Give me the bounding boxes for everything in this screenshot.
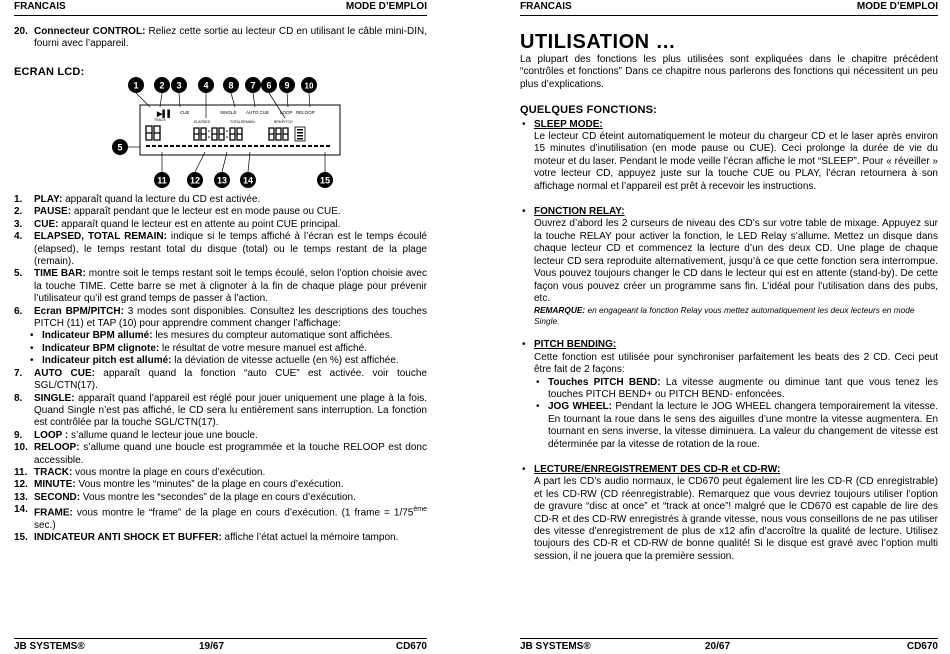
lcd-label-cue: CUE [180,110,190,115]
bullet-icon: • [30,342,34,354]
item-number: 13. [14,491,28,503]
callout-3 [171,77,187,93]
item-12 [14,479,427,491]
item-text: 3 modes sont disponibles. Consultez les descriptions des touches PITCH (11) et TAP (10) pour apprendre comment changer l’affichage: [34,305,427,330]
svg-text:3: 3 [176,80,182,91]
intro-paragraph: La plupart des fonctions les plus utilisées sont expliquées dans le chapitre précédent “contrôles et fonctions” Dans ce chapitre nous parlerons des fonctions qui nécessitent un peu plus d’explications. [520,54,938,90]
item-13 [14,492,427,504]
bullet-icon: • [522,339,526,351]
relay-text: Ouvrez d’abord les 2 curseurs de niveau des CD’s sur votre table de mixage. Appuyez sur la touche RELAY pour activer la fonction, le LED Relay s’allume. Mettez un disque dans chaque lecteur CD et commencez la lecture d’un des deux CD. Une plage de chaque lecteur CD sera reproduite alternativement, jusqu’à ce que cette fonction sera interrompue. Vous pouvez toujours changer le CD dans le lecteur qui est en attente (stand-by). De cette façon vous pouvez créer un programme sans fin. L’idéal pour l’utilisation dans des pubs, etc. [534,218,938,304]
items-list [14,194,427,545]
lcd-label-total: TOTAL [230,120,241,124]
item-text: apparaît pendant que le lecteur est en mode pause ou CUE. [71,206,341,218]
cdr-heading [520,464,938,476]
sleep-mode-heading [520,119,938,131]
callout-13 [214,172,230,188]
heading-label: SLEEP MODE: [534,118,603,130]
item-text: apparaît quand la fonction “auto CUE” est activée. voir touche SGL/CTN(17). [34,367,427,392]
item-number: 20. [14,26,28,37]
item-label: CUE: [34,218,59,230]
item-label: TRACK: [34,466,73,478]
subitem-text: La vitesse augmente ou diminue tant que vous tenez les touches PITCH BEND+ ou PITCH BEND- enfoncées. [548,376,938,400]
right-page [520,0,938,654]
svg-text:1: 1 [133,80,139,91]
right-footer [520,638,938,652]
play-pause-icon: ▶▌▌ [157,111,173,118]
left-header [14,1,427,16]
lcd-label-single: SINGLE [220,110,237,115]
item-text: apparaît quand la lecture du CD est activée. [62,194,261,205]
bullet-icon: • [30,355,34,367]
svg-text:8: 8 [228,80,234,91]
item-number: 10. [14,442,28,454]
item-label: PLAY: [34,194,63,205]
item-number: 1. [14,194,23,205]
item-label: INDICATEUR ANTI SHOCK ET BUFFER: [34,532,222,544]
remark-text: en engageant la fonction Relay vous mettez automatiquement les deux lecteurs en mode Single. [534,305,915,326]
lcd-label-pitch: PITCH [282,120,293,124]
header-language: FRANCAIS [520,1,572,12]
svg-text:15: 15 [319,175,331,186]
callout-12 [187,172,203,188]
item-text: Vous montre les “secondes” de la plage en cours d’exécution. [80,491,356,503]
item-15 [14,532,427,544]
subitem-label: Touches PITCH BEND: [548,376,661,388]
item-14 [14,504,427,532]
callout-7 [245,77,261,93]
item-label: RELOOP: [34,442,80,454]
item-9 [14,430,427,442]
svg-text:7: 7 [250,80,256,91]
item-label: Connecteur CONTROL: [34,26,146,37]
pitch-sub-buttons [520,377,938,402]
svg-text:12: 12 [189,175,201,186]
lcd-section-title: ECRAN LCD: [14,65,85,78]
item-text: s’allume quand une boucle est programmée et la touche RELOOP est donc accessible. [34,442,427,466]
right-header [520,1,938,16]
callout-10 [301,77,317,93]
subitem-label: Indicateur pitch est allumé: [42,355,172,367]
item-number: 8. [14,392,23,404]
footer-brand: JB SYSTEMS® [14,641,85,652]
footer-page: 19/67 [199,641,225,652]
heading-label: LECTURE/ENREGISTREMENT DES CD-R et CD-RW: [534,463,781,475]
pitch-heading [520,339,938,351]
item-7 [14,368,427,393]
svg-text:5: 5 [117,142,123,153]
item-1 [14,194,427,206]
callout-15 [317,172,333,188]
footer-model: CD670 [395,641,427,652]
svg-text:2: 2 [159,80,165,91]
lcd-label-autocue: AUTO CUE [246,110,270,115]
item-text-after: sec.) [34,519,56,531]
footer-page: 20/67 [705,641,731,652]
item-6 [14,306,427,331]
item-text: apparaît quand l’appareil est réglé pour jouer uniquement une plage à la fois. Quand Single n’est pas affiché, le CD sera lu entièrement sans interruption. La fonction est contrôlée par la touche SGL/CTN(17). [34,392,427,429]
item-number: 5. [14,268,23,280]
subitem-text: Pendant la lecture le JOG WHEEL changera temporairement la vitesse. En tournant la roue dans le sens des aiguilles d’une montre la vitesse augmentera. En tournant en sens inverse, la vitesse diminuera. La valeur du changement de vitesse est déterminée par la vitesse de rotation de la roue. [548,401,938,450]
item-text: vous montre la plage en cours d’exécution. [72,466,266,478]
heading-label: PITCH BENDING: [534,339,617,351]
callout-14 [240,172,256,188]
svg-text:10: 10 [304,81,314,91]
footer-brand: JB SYSTEMS® [520,641,591,652]
item-10 [14,442,427,467]
subitem-text: la déviation de vitesse actuelle (en %) est affichée. [171,355,399,367]
bullet-icon: • [536,376,540,388]
lcd-label-bpm: BPM [274,120,282,124]
lcd-diagram [110,74,350,192]
item-text: Vous montre les “minutes” de la plage en cours d’exécution. [75,479,344,491]
item-label: SINGLE: [34,392,75,404]
lcd-label-remain: REMAIN [241,120,255,124]
subitem-text: les mesures du compteur automatique sont affichées. [152,330,393,342]
left-body [14,26,427,78]
item-label: AUTO CUE: [34,367,95,379]
remark-label: REMARQUE: [534,305,586,316]
subitem-text: le résultat de votre mesure manuel est affiché. [159,342,367,354]
subitem-bpm-blink [14,343,427,355]
lcd-label-reloop: RELOOP [296,110,315,115]
item-20 [14,26,427,51]
item-number: 2. [14,206,23,218]
superscript: ème [413,506,427,514]
bullet-icon: • [536,401,540,413]
right-body [520,30,938,563]
item-number: 7. [14,367,23,379]
item-4 [14,231,427,268]
item-3 [14,219,427,231]
item-number: 15. [14,532,28,544]
svg-text:6: 6 [266,80,272,91]
item-number: 4. [14,231,23,243]
svg-text:9: 9 [284,80,290,91]
subitem-label: JOG WHEEL: [548,401,612,413]
subitem-label: Indicateur BPM allumé: [42,330,153,342]
bullet-icon: • [522,206,526,218]
left-page [14,0,427,654]
lcd-digits [146,126,288,140]
item-number: 12. [14,479,28,491]
item-11 [14,467,427,479]
item-text: s’allume quand le lecteur joue une boucle. [68,429,258,441]
lcd-label-track: TRACK [154,118,166,122]
item-label: PAUSE: [34,206,72,218]
item-8 [14,393,427,430]
header-manual: MODE D’EMPLOI [856,1,938,12]
item-number: 6. [14,305,23,317]
bullet-icon: • [522,118,526,130]
left-footer [14,638,427,652]
callout-2 [154,77,170,93]
item-number: 9. [14,429,23,441]
svg-text:4: 4 [203,80,209,91]
section-title: QUELQUES FONCTIONS: [520,104,658,117]
bullet-icon: • [30,330,34,342]
sleep-mode-text: Le lecteur CD éteint automatiquement le moteur du chargeur CD et le laser après environ 15 minutes d’inutilisation (en mode pause ou CUE). Ceci prolonge la durée de vie du moteur et du laser. Pendant le mode veille l’écran affiche le mot “SLEEP”. Pour « réveiller » votre lecteur CD, appuyez juste sur la touche CUE ou PLAY, l’écran retournera à son affichage normal et l’appareil est prêt à recevoir les instructions. [534,131,938,192]
callout-5 [112,139,128,155]
heading-label: FONCTION RELAY: [534,206,625,218]
subitem-label: Indicateur BPM clignote: [42,342,160,354]
callout-4 [198,77,214,93]
subitem-pitch-on [14,355,427,367]
item-text: Reliez cette sortie au lecteur CD en utilisant le câble mini-DIN, fourni avec l’appareil. [34,26,428,50]
callout-11 [154,172,170,188]
item-text: vous montre le “frame” de la plage en cours d’exécution. (1 frame = 1/75 [72,507,414,519]
pitch-sub-jog [520,401,938,451]
callout-8 [223,77,239,93]
lcd-label-loop: LOOP [280,110,293,115]
item-number: 11. [14,466,28,478]
header-manual: MODE D’EMPLOI [345,1,427,12]
page-title: UTILISATION … [520,31,677,53]
item-number: 3. [14,218,23,230]
footer-model: CD670 [906,641,938,652]
subitem-bpm-on [14,330,427,342]
item-label: MINUTE: [34,479,76,491]
item-label: LOOP : [34,429,69,441]
item-label: FRAME: [34,507,73,519]
callout-1 [128,77,144,93]
pitch-text: Cette fonction est utilisée pour synchroniser parfaitement les beats des 2 CD. Ceci peut être fait de 2 façons: [534,351,938,376]
callout-6 [261,77,277,93]
item-5 [14,268,427,305]
time-bar [146,145,330,147]
item-label: TIME BAR: [34,268,86,280]
item-text: montre soit le temps restant soit le temps écoulé, selon l’option choisie avec la touche TIME. Cette barre se met à clignoter à la fin de chaque plage pour prévenir l’utilisateur qu’il est grand temps de passer à l’action. [34,268,427,305]
header-language: FRANCAIS [14,1,66,12]
left-items [14,194,427,545]
svg-text:13: 13 [216,175,228,186]
item-2 [14,206,427,218]
item-text: apparaît quand le lecteur est en attente au point CUE principal. [58,218,341,230]
relay-remark [520,305,938,326]
lcd-label-elapsed: ELAPSED [194,120,211,124]
svg-text:14: 14 [242,175,254,186]
item-number: 14. [14,504,28,516]
relay-heading [520,206,938,218]
svg-text:11: 11 [157,175,167,186]
item-label: Ecran BPM/PITCH: [34,305,124,317]
item-text: affiche l’état actuel la mémoire tampon. [221,532,399,544]
item-text: indique si le temps affiché à l’écran est le temps écoulé (elapsed), le temps restant total du disque (total) ou le temps restant de la plage (remain). [34,231,427,268]
callout-9 [279,77,295,93]
cdr-text: A part les CD’s audio normaux, le CD670 peut également lire les CD-R (CD enregistrable) et les CD-RW (CD réenregistrable). Remarquez que vous devriez toujours utiliser l’option de gravure “disc at once” et “track at once”! malgré que le CD670 est capable de lire des CD-R et des CD-RW enregistrés à grande vitesse, nous vous conseillons de ne pas utiliser des vitesse d’enregistrement de plus de x12 afin d’accroître la qualité de lecture. Utilisez toujours des CD-R et CD-RW de bonne qualité! Si le disque est gravé avec l’option multi session, il ne jouera que la première session. [534,476,938,562]
bullet-icon: • [522,463,526,475]
item-label: SECOND: [34,491,81,503]
item-label: ELAPSED, TOTAL REMAIN: [34,231,167,243]
